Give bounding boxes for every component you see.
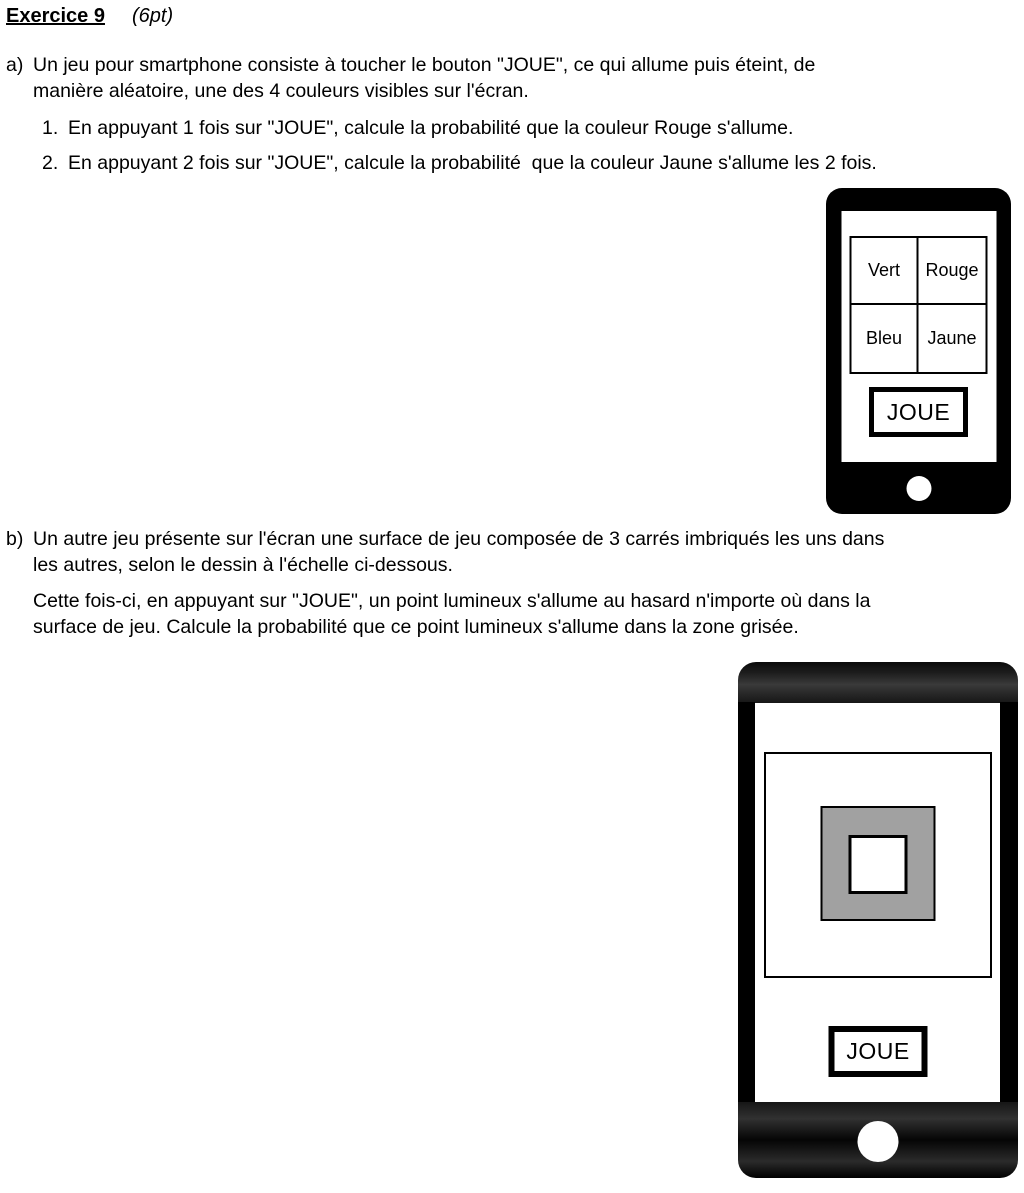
part-a-line1: Un jeu pour smartphone consiste à toucher le bouton "JOUE", ce qui allume puis éteint, de bbox=[33, 54, 816, 76]
phone2-left-bezel bbox=[738, 702, 755, 1103]
part-b-text bbox=[33, 527, 884, 578]
exercise-title: Exercice 9 bbox=[6, 5, 105, 27]
question-1-number: 1. bbox=[42, 117, 59, 139]
question-2-text: En appuyant 2 fois sur "JOUE", calcule la probabilité que la couleur Jaune s'allume les 2 fois. bbox=[68, 152, 877, 174]
question-2 bbox=[42, 151, 877, 177]
part-b-paragraph bbox=[33, 589, 870, 640]
joue-button-1: JOUE bbox=[869, 387, 968, 437]
part-a-line2: manière aléatoire, une des 4 couleurs visibles sur l'écran. bbox=[33, 79, 529, 102]
question-2-number: 2. bbox=[42, 152, 59, 174]
part-b-para-line2: surface de jeu. Calcule la probabilité que ce point lumineux s'allume dans la zone grisée. bbox=[33, 615, 799, 638]
part-b-para-line1: Cette fois-ci, en appuyant sur "JOUE", un point lumineux s'allume au hasard n'importe où dans la bbox=[33, 590, 871, 612]
part-a-marker: a) bbox=[6, 54, 24, 76]
part-a-text bbox=[33, 53, 815, 104]
part-a-intro bbox=[6, 53, 815, 104]
part-b-marker: b) bbox=[6, 528, 24, 550]
color-cell-vert: Vert bbox=[852, 238, 919, 305]
phone-illustration-2 bbox=[738, 662, 1018, 1178]
color-grid bbox=[850, 236, 988, 374]
joue-button-2: JOUE bbox=[829, 1026, 928, 1077]
part-b-line2: les autres, selon le dessin à l'échelle ci-dessous. bbox=[33, 553, 453, 576]
exercise-points: (6pt) bbox=[131, 5, 174, 27]
color-cell-jaune: Jaune bbox=[919, 305, 986, 372]
part-b-paragraph-text bbox=[33, 589, 870, 640]
phone-illustration-1 bbox=[826, 188, 1011, 514]
home-button-2-icon bbox=[858, 1121, 899, 1162]
question-1 bbox=[42, 116, 793, 142]
part-b-intro bbox=[6, 527, 884, 578]
part-b-line1: Un autre jeu présente sur l'écran une surface de jeu composée de 3 carrés imbriqués les uns dans bbox=[33, 528, 885, 550]
phone2-top-bezel bbox=[738, 662, 1018, 703]
color-cell-bleu: Bleu bbox=[852, 305, 919, 372]
inner-white-square bbox=[849, 835, 908, 894]
color-cell-rouge: Rouge bbox=[919, 238, 986, 305]
home-button-1-icon bbox=[906, 476, 931, 501]
exercise-header bbox=[6, 5, 173, 28]
phone1-screen bbox=[841, 211, 996, 462]
phone2-right-bezel bbox=[1000, 702, 1018, 1103]
question-1-text: En appuyant 1 fois sur "JOUE", calcule la probabilité que la couleur Rouge s'allume. bbox=[68, 117, 794, 139]
